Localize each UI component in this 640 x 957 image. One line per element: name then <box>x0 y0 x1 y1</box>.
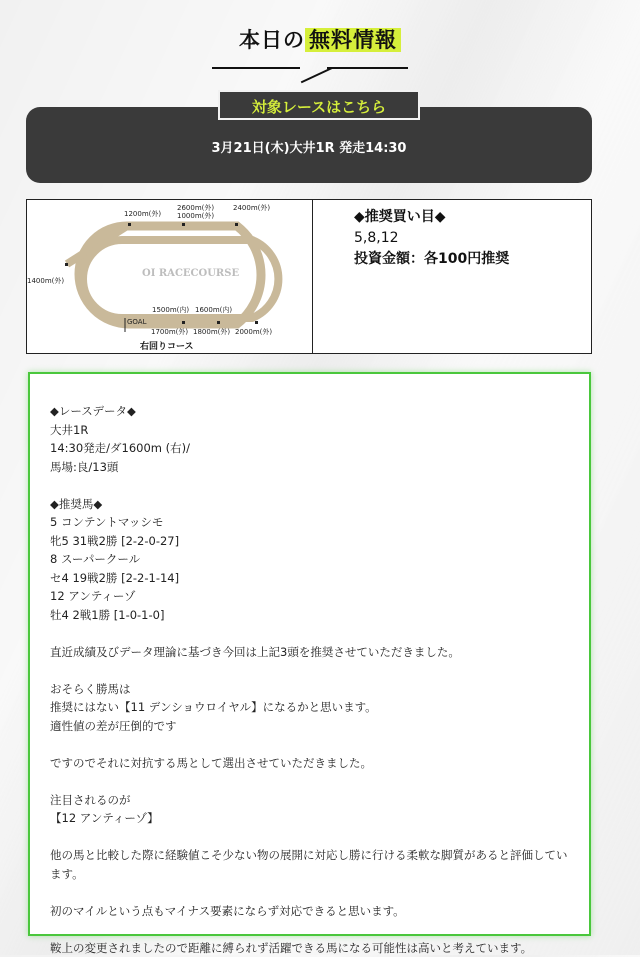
analysis-line: 注目されるのが <box>50 791 570 810</box>
analysis-gap <box>50 476 570 495</box>
page-title <box>239 24 401 54</box>
analysis-line: 5 コンテントマッシモ <box>50 513 570 532</box>
analysis-line: おそらく勝馬は <box>50 680 570 699</box>
analysis-gap <box>50 772 570 791</box>
race-info: 3月21日(木)大井1R 発走14:30 <box>26 137 592 156</box>
goal-label: GOAL <box>127 318 147 326</box>
analysis-line: ◆レースデータ◆ <box>50 402 570 421</box>
analysis-gap <box>50 735 570 754</box>
underline-left <box>212 67 300 69</box>
recommend-label: ◆推奨買い目◆ <box>354 207 509 228</box>
analysis-line: セ4 19戦2勝 [2-2-1-14] <box>50 569 570 588</box>
analysis-line: 牝5 31戦2勝 [2-2-0-27] <box>50 532 570 551</box>
analysis-line: ます。 <box>50 865 570 884</box>
label-1800: 1800m(外) <box>193 327 230 336</box>
marker-1800 <box>217 321 220 324</box>
table-divider <box>312 200 313 353</box>
marker-1700 <box>182 321 185 324</box>
label-1700: 1700m(外) <box>151 327 188 336</box>
analysis-line: 鞍上の変更されましたので距離に縛られず活躍できる馬になる可能性は高いと考えています。 <box>50 939 570 957</box>
recommend-numbers: 5,8,12 <box>354 228 509 249</box>
page-title-wrap <box>0 24 640 54</box>
label-2000: 2000m(外) <box>235 327 272 336</box>
analysis-line: ですのでそれに対抗する馬として選出させていただきました。 <box>50 754 570 773</box>
label-2400: 2400m(外) <box>233 203 270 212</box>
title-underline <box>212 64 408 82</box>
marker-1200 <box>128 223 131 226</box>
analysis-gap <box>50 661 570 680</box>
marker-2600 <box>182 223 185 226</box>
analysis-line: 12 アンティーゾ <box>50 587 570 606</box>
analysis-gap <box>50 624 570 643</box>
course-map <box>27 200 312 353</box>
analysis-line: ◆推奨馬◆ <box>50 495 570 514</box>
analysis-gap <box>50 828 570 847</box>
course-name: OI RACECOURSE <box>142 268 239 279</box>
analysis-line: 大井1R <box>50 421 570 440</box>
analysis-line: 初のマイルという点もマイナス要素にならず対応できると思います。 <box>50 902 570 921</box>
title-highlight: 無料情報 <box>305 28 401 52</box>
analysis-gap <box>50 920 570 939</box>
race-tab-label: 対象レースはこちら <box>218 90 420 120</box>
marker-1400 <box>65 263 68 266</box>
analysis-line: 14:30発走/ダ1600m (右)/ <box>50 439 570 458</box>
title-prefix: 本日の <box>239 28 305 52</box>
analysis-gap <box>50 883 570 902</box>
recommend-block <box>354 207 509 270</box>
analysis-line: 牡4 2戦1勝 [1-0-1-0] <box>50 606 570 625</box>
marker-2000 <box>255 321 258 324</box>
marker-2400 <box>235 223 238 226</box>
recommend-amount: 投資金額：各100円推奨 <box>354 249 509 270</box>
label-2600: 2600m(外) <box>177 203 214 212</box>
analysis-line: 馬場:良/13頭 <box>50 458 570 477</box>
label-1600: 1600m(内) <box>195 305 232 314</box>
underline-slash <box>301 67 333 83</box>
analysis-line: 適性値の差が圧倒的です <box>50 717 570 736</box>
course-caption: 右回りコース <box>140 340 194 352</box>
analysis-text <box>50 402 570 957</box>
label-1200: 1200m(外) <box>124 209 161 218</box>
analysis-line: 他の馬と比較した際に経験値こそ少ない物の展開に対応し勝に行ける柔軟な脚質があると評価してい <box>50 846 570 865</box>
label-1400: 1400m(外) <box>27 276 64 285</box>
underline-right <box>327 67 408 69</box>
analysis-line: 直近成績及びデータ理論に基づき今回は上記3頭を推奨させていただきました。 <box>50 643 570 662</box>
label-1500: 1500m(内) <box>152 305 189 314</box>
analysis-line: 推奨にはない【11 デンショウロイヤル】になるかと思います。 <box>50 698 570 717</box>
label-1000: 1000m(外) <box>177 211 214 220</box>
analysis-line: 8 スーパークール <box>50 550 570 569</box>
analysis-line: 【12 アンティーゾ】 <box>50 809 570 828</box>
